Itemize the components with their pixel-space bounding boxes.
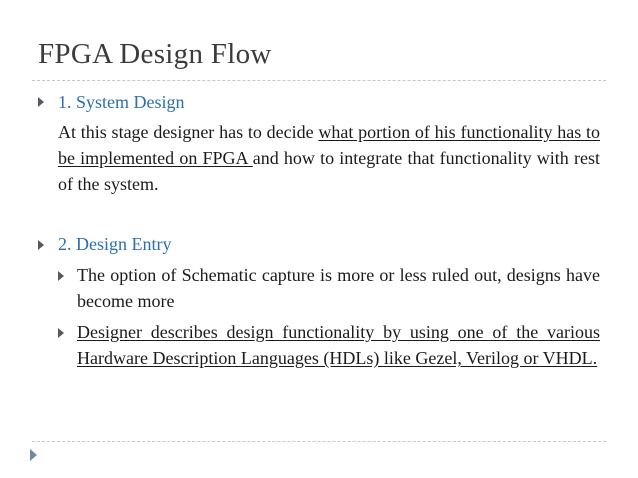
design-entry-bullet-2: Designer describes design functionality by using one of the various Hardware Description Languages (HDLs) like Gezel, Verilog or VHDL. xyxy=(77,322,600,368)
footer-arrow-icon xyxy=(30,449,37,461)
paragraph-underlined-text: what portion of his functionality has to be implemented on FPGA xyxy=(58,122,600,168)
paragraph-text-end: and how to integrate that functionality with rest of the system. xyxy=(58,148,600,194)
footer-divider xyxy=(32,441,606,442)
sub-bullet-arrow-icon xyxy=(58,328,64,338)
bullet-arrow-icon xyxy=(38,240,44,250)
paragraph-text-start: At this stage designer has to decide xyxy=(58,122,319,142)
section-heading-system-design: 1. System Design xyxy=(58,92,185,112)
sub-bullet-arrow-icon xyxy=(58,271,64,281)
bullet-arrow-icon xyxy=(38,97,44,107)
section-heading-design-entry: 2. Design Entry xyxy=(58,234,172,254)
design-entry-bullet-1: The option of Schematic capture is more or less ruled out, designs have become more xyxy=(77,265,600,311)
title-divider xyxy=(32,80,606,81)
system-design-paragraph xyxy=(58,119,600,197)
slide-title: FPGA Design Flow xyxy=(38,38,272,70)
